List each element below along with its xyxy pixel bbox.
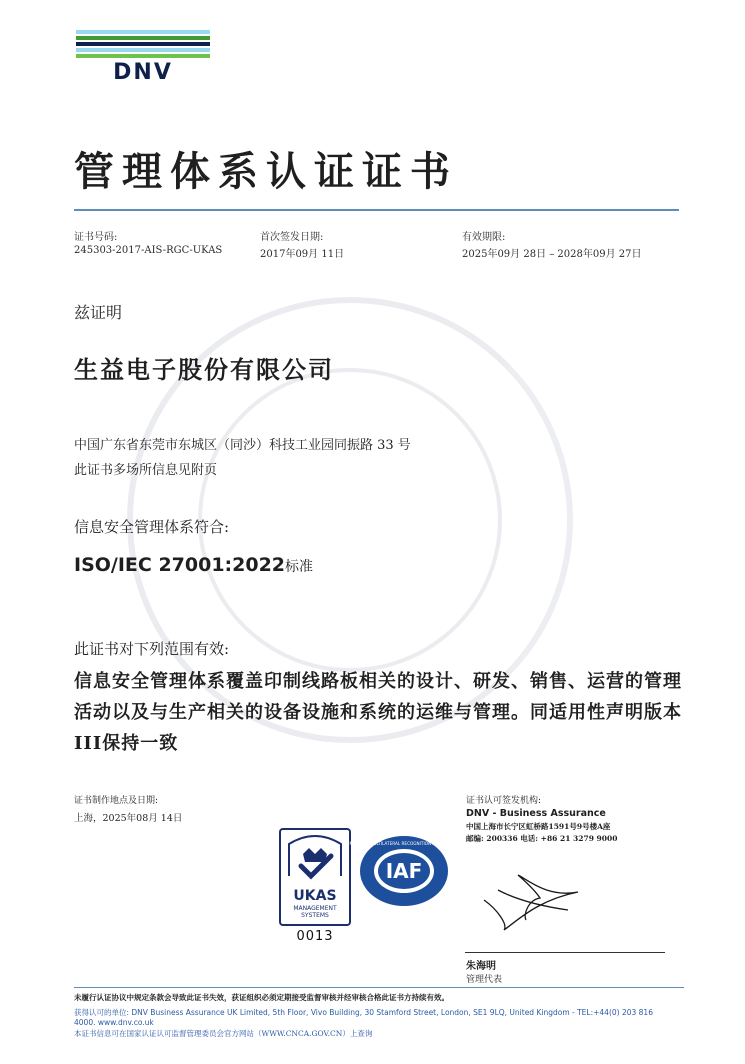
ukas-sub — [281, 905, 349, 919]
issuer-address: 中国上海市长宁区虹桥路1591号9号楼A座 — [466, 822, 611, 831]
header-divider — [74, 209, 679, 211]
iaf-name: IAF — [385, 859, 423, 883]
signer-role: 管理代表 — [466, 975, 503, 985]
scope-text: 信息安全管理体系覆盖印制线路板相关的设计、研发、销售、运营的管理活动以及与生产相关的设备设施和系统的运维与管理。同适用性声明版本III保持一致 — [74, 671, 682, 754]
footer-cnca-note: 本证书信息可在国家认证认可监督管理委员会官方网站（WWW.CNCA.GOV.CN）上查询 — [74, 1029, 373, 1038]
signer-name: 朱海明 — [466, 961, 496, 972]
validity-period: 2025年09月 28日 – 2028年09月 27日 — [462, 249, 642, 260]
ukas-name: UKAS — [293, 888, 337, 904]
address-line: 中国广东省东莞市东城区（同沙）科技工业园同振路 33 号 — [74, 438, 411, 453]
footer-accreditation: 获得认可的单位: DNV Business Assurance UK Limited, 5th Floor, Vivo Building, 30 Stamford Street, London, SE1 9LQ, United Kingdom - TEL:+44(0) 203 816 4000. www.dnv.co.uk — [74, 1008, 653, 1027]
footer-validity-note: 未履行认证协议中规定条款会导致此证书失效，获证组织必须定期接受监督审核并经审核合格此证书方持续有效。 — [74, 993, 449, 1002]
logo-text: DNV — [113, 60, 173, 85]
company-name: 生益电子股份有限公司 — [74, 355, 334, 384]
certificate-number-label: 证书号码: — [74, 232, 118, 243]
certificate-number: 245303-2017-AIS-RGC-UKAS — [74, 245, 223, 256]
first-issue-date: 2017年09月 11日 — [260, 249, 345, 260]
iaf-logo — [343, 834, 465, 908]
conformity-label: 信息安全管理体系符合: — [74, 518, 230, 536]
standard — [74, 554, 313, 576]
validity-label: 有效期限: — [462, 232, 506, 243]
logo-bars — [76, 30, 210, 60]
attest-heading: 兹证明 — [74, 303, 123, 322]
crown-check-icon — [281, 830, 349, 886]
page-title: 管理体系认证证书 — [74, 148, 458, 195]
address-line: 此证书多场所信息见附页 — [74, 463, 218, 478]
issuer-name: DNV - Business Assurance — [466, 808, 606, 819]
issuer-contact: 邮编: 200336 电话: +86 21 3279 9000 — [466, 834, 618, 843]
standard-code: ISO/IEC 27001:2022 — [74, 554, 286, 576]
issue-place-label: 证书制作地点及日期: — [74, 796, 159, 806]
ukas-line1: MANAGEMENT — [293, 905, 337, 912]
iaf-ring-text: MEMBER OF MULTILATERAL RECOGNITION ARRANGEMENT — [343, 841, 465, 846]
signature-image — [478, 870, 588, 945]
ukas-badge — [279, 828, 351, 944]
issue-place-value: 上海，2025年08月 14日 — [74, 813, 183, 824]
signature-line — [465, 952, 665, 953]
issuer-label: 证书认可签发机构: — [466, 796, 542, 806]
company-address — [74, 433, 411, 483]
ukas-number: 0013 — [296, 929, 334, 944]
scope-label: 此证书对下列范围有效: — [74, 640, 230, 658]
standard-suffix: 标准 — [285, 559, 314, 575]
first-issue-label: 首次签发日期: — [260, 232, 324, 243]
ukas-line2: SYSTEMS — [301, 912, 329, 919]
footer-divider — [74, 987, 684, 988]
